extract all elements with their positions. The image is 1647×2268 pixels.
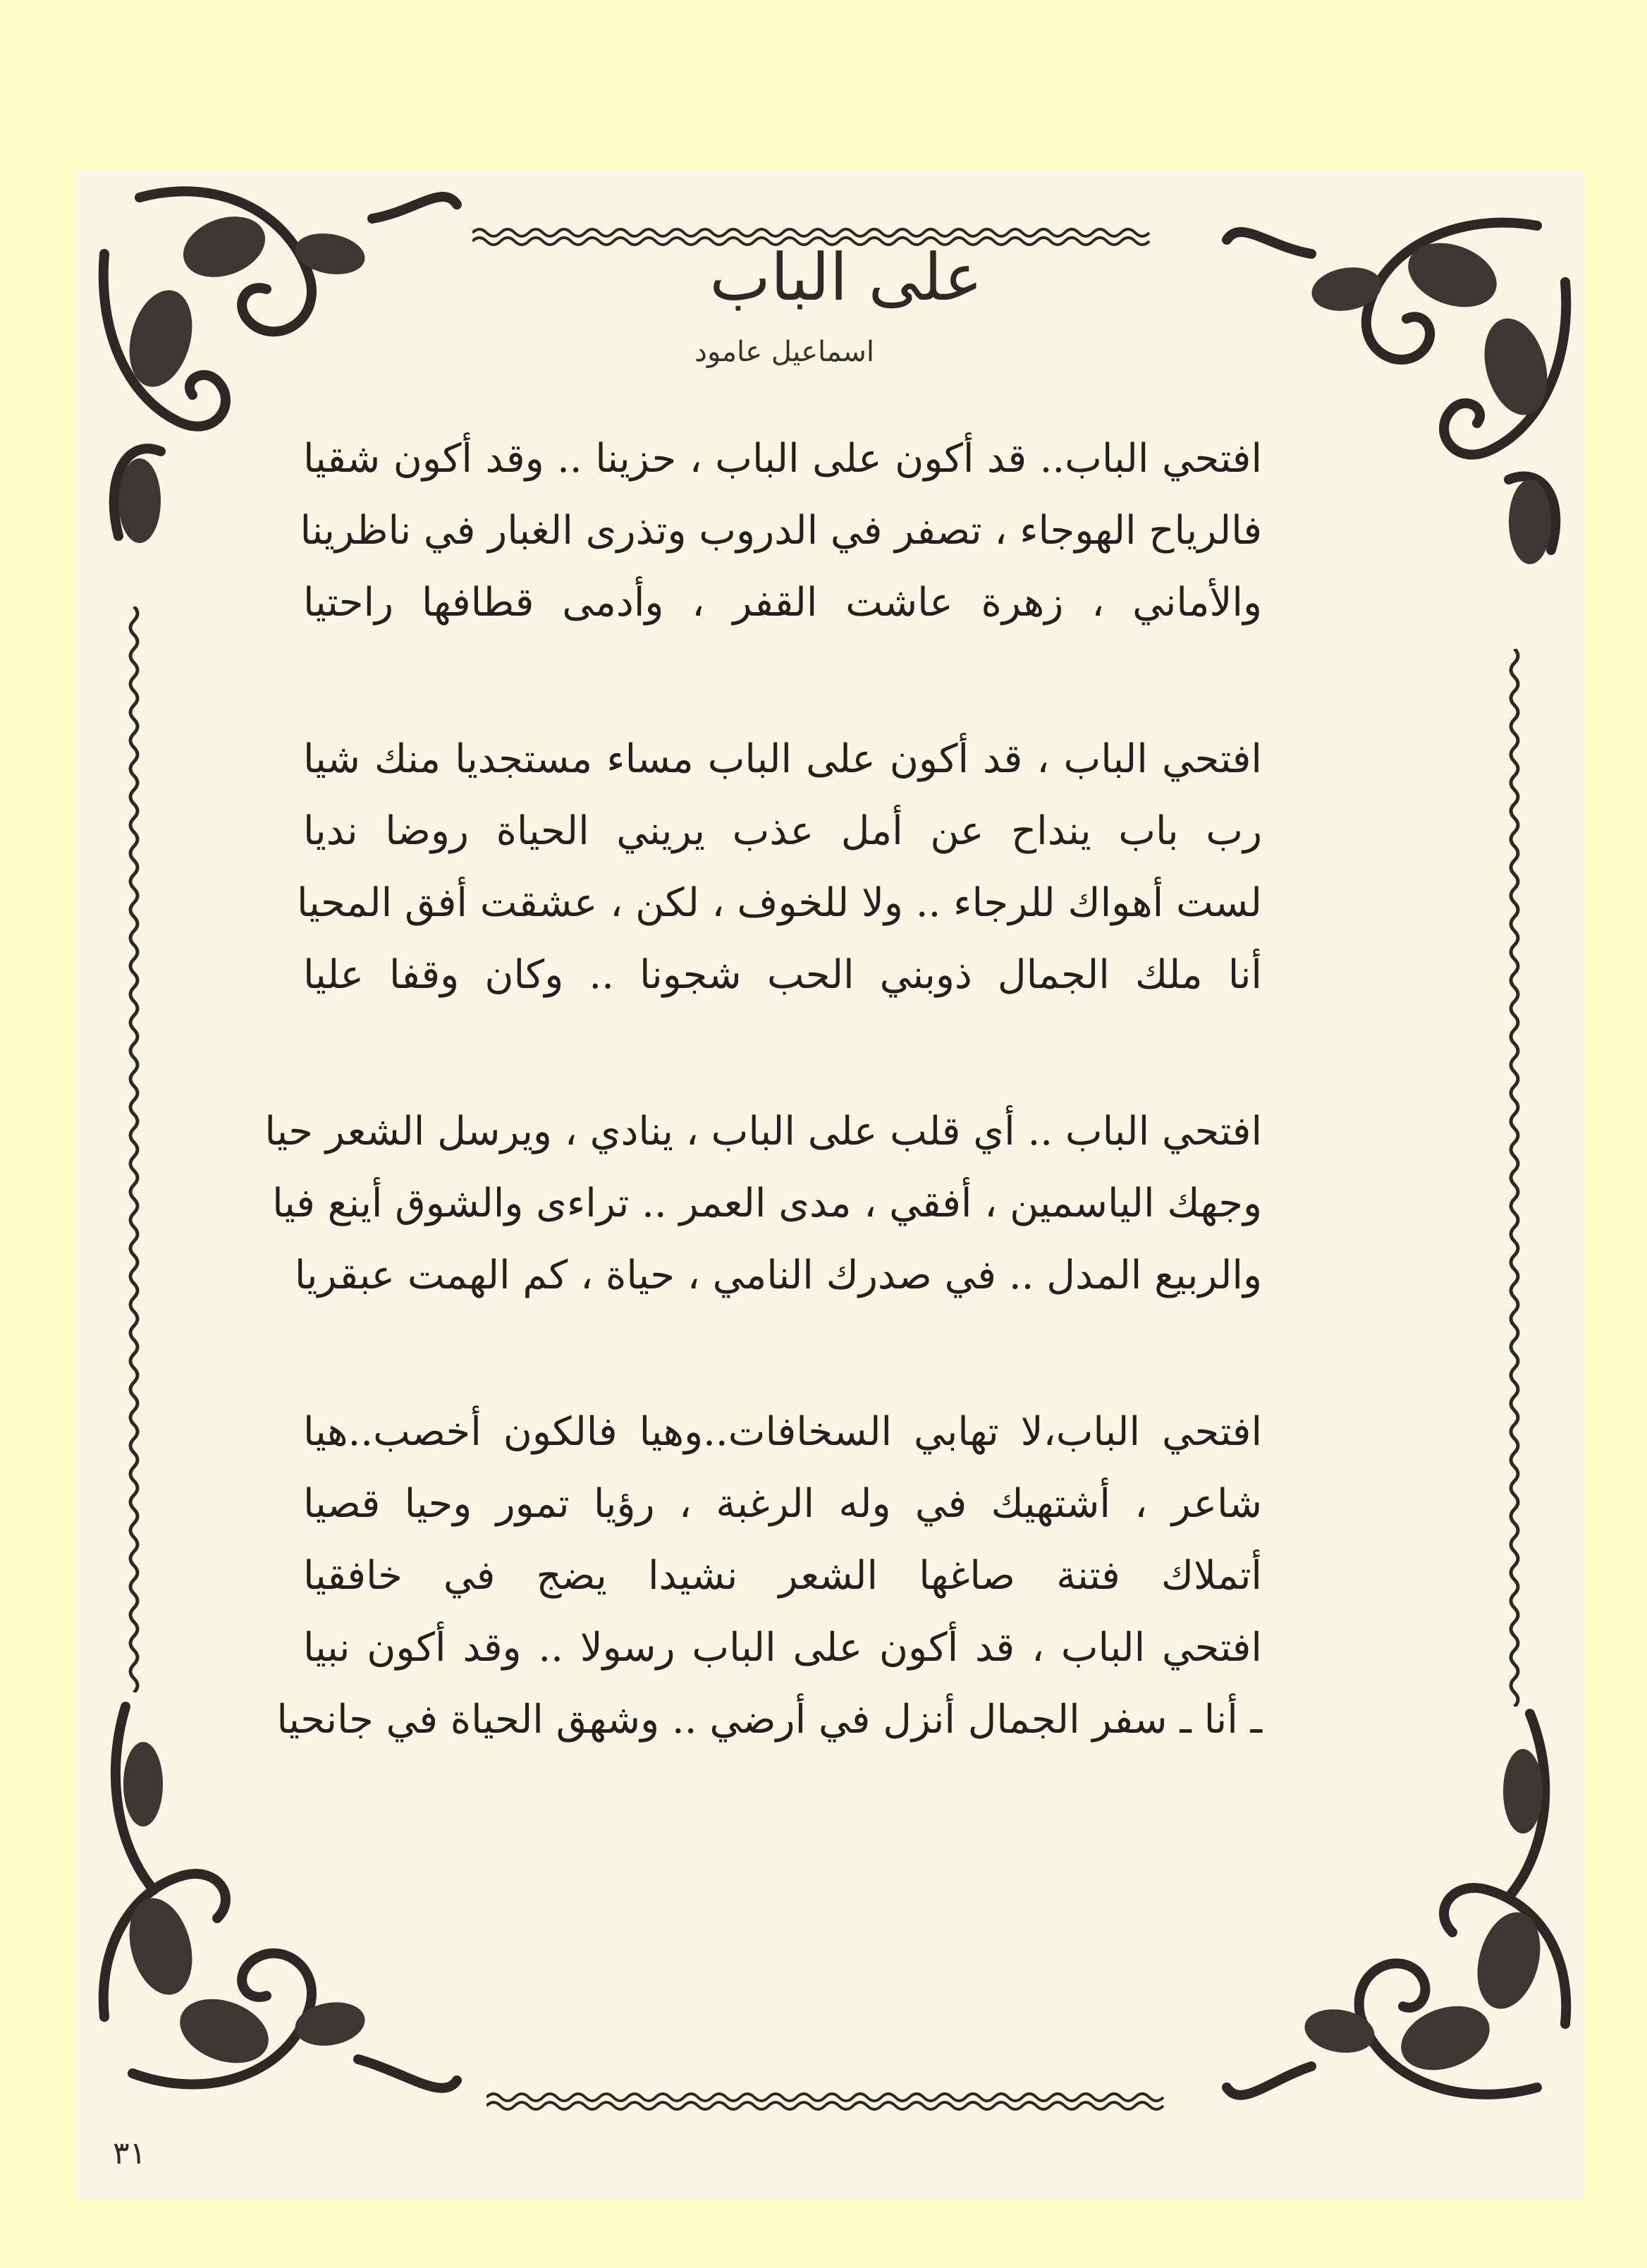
poem-line: رب باب ينداح عن أمل عذب يريني الحياة روضا نديا bbox=[303, 808, 1262, 854]
right-wavy-border bbox=[1500, 649, 1529, 1707]
poem-line: ـ أنا ـ سفر الجمال أنزل في أرضي .. وشهق الحياة في جانحيا bbox=[276, 1697, 1262, 1743]
poem-body bbox=[264, 423, 1262, 1841]
stanza-2 bbox=[297, 724, 1262, 1011]
poem-line: وجهك الياسمين ، أفقي ، مدى العمر .. تراءى والشوق أينع فيا bbox=[272, 1181, 1262, 1226]
poem-line: والأماني ، زهرة عاشت القفر ، وأدمى قطافها راحتيا bbox=[303, 580, 1262, 626]
stanza-1 bbox=[300, 423, 1262, 639]
poem-line: افتحي الباب.. قد أكون على الباب ، حزينا .. وقد أكون شقيا bbox=[303, 436, 1262, 482]
poem-line: أتملاك فتنة صاغها الشعر نشيدا يضج في خافقيا bbox=[303, 1553, 1262, 1599]
poem-line: أنا ملك الجمال ذوبني الحب شجونا .. وكان وقفا عليا bbox=[303, 952, 1262, 998]
poem-line: والربيع المدل .. في صدرك النامي ، حياة ، كم الهمت عبقريا bbox=[294, 1252, 1262, 1298]
poem-author: اسماعيل عامود bbox=[694, 336, 874, 368]
poem-line: شاعر ، أشتهيك في وله الرغبة ، رؤيا تمور وحيا قصيا bbox=[303, 1481, 1262, 1527]
poem-line: افتحي الباب .. أي قلب على الباب ، ينادي ، ويرسل الشعر حيا bbox=[264, 1109, 1262, 1154]
poem-line: لست أهواك للرجاء .. ولا للخوف ، لكن ، عشقت أفق المحيا bbox=[297, 880, 1262, 926]
bottom-wavy-rule bbox=[486, 2087, 1170, 2116]
poem-line: افتحي الباب ، قد أكون على الباب رسولا .. وقد أكون نبيا bbox=[303, 1625, 1262, 1671]
corner-ornament-bottom-right bbox=[1213, 1693, 1585, 2116]
poem-line: افتحي الباب،لا تهابي السخافات..وهيا فالكون أخصب..هيا bbox=[303, 1409, 1262, 1455]
poem-line: افتحي الباب ، قد أكون على الباب مساء مستجديا منك شيا bbox=[303, 736, 1262, 782]
left-wavy-border bbox=[120, 606, 148, 1693]
stanza-4 bbox=[276, 1396, 1262, 1756]
corner-ornament-top-right bbox=[1213, 197, 1585, 592]
stanza-3 bbox=[264, 1096, 1262, 1312]
page-number: ٣١ bbox=[113, 2135, 147, 2171]
poem-title: على الباب bbox=[709, 240, 983, 315]
poem-line: فالرياح الهوجاء ، تصفر في الدروب وتذرى الغبار في ناظرينا bbox=[300, 508, 1262, 554]
